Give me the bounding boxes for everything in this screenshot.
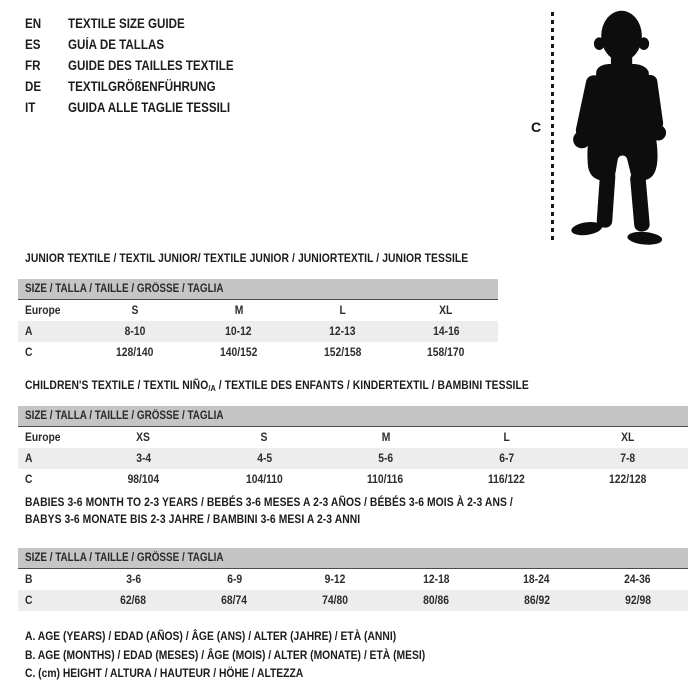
cell: 140/152 [219,345,258,359]
children-size-table [18,406,688,490]
cell: 12-13 [329,324,356,338]
language-label: GUIDA ALLE TAGLIE TESSILI [68,100,231,115]
footnote-a: A. AGE (YEARS) / EDAD (AÑOS) / ÂGE (ANS) / ALTER (JAHRE) / ETÀ (ANNI) [25,629,397,643]
cell: 5-6 [378,451,393,465]
cell: 98/104 [127,472,160,486]
language-list [25,13,261,118]
cell: 3-4 [136,451,151,465]
cell: XL [620,430,635,444]
section-title: BABIES 3-6 MONTH TO 2-3 YEARS / BEBÉS 3-6 MESES A 2-3 AÑOS / BÉBÉS 3-6 MOIS À 2-3 ANS / BABYS 3-6 MONATE BIS 2-3 JAHRE / BAMBINI 3-6 MESI A 2-3 ANNI [25,495,513,526]
toddler-silhouette-icon [559,5,686,252]
size-table-header: SIZE / TALLA / TAILLE / GRÖSSE / TAGLIA [18,548,688,569]
title-subscript: /A [208,383,216,393]
cell: 116/122 [488,472,525,486]
section-title: CHILDREN'S TEXTILE / TEXTIL $NIÑO_{/A}$ / TEXTILE DES ENFANTS / KINDERTEXTIL / BAMBINI TESSILE [25,378,529,393]
table-row-age-months [18,569,688,590]
language-code: IT [25,100,36,115]
babies-size-table [18,548,688,611]
row-label: B [25,572,33,586]
cell: 80/86 [422,593,449,607]
language-label: TEXTILGRÖßENFÜHRUNG [68,79,216,94]
cell: 12-18 [422,572,450,586]
language-row-es [25,34,261,55]
cell: 6-7 [499,451,514,465]
section-childrens-textile [18,377,688,490]
cell: 62/68 [120,593,147,607]
cell: 128/140 [116,345,154,359]
cell: XL [439,303,453,317]
row-label: C [25,472,33,486]
table-row-height [18,469,688,490]
footnotes [25,627,490,683]
cell: 14-16 [432,324,460,338]
language-code: FR [25,58,41,73]
cell: 4-5 [257,451,272,465]
language-row-en [25,13,261,34]
table-row-age [18,448,688,469]
section-title: JUNIOR TEXTILE / TEXTIL JUNIOR/ TEXTILE JUNIOR / JUNIORTEXTIL / JUNIOR TESSILE [25,251,469,265]
cell: 122/128 [608,472,647,486]
table-row-height [18,342,498,363]
cell: 7-8 [620,451,635,465]
language-code: ES [25,37,41,52]
cell: S [261,430,268,444]
language-code: DE [25,79,42,94]
row-label: C [25,593,33,607]
language-row-fr [25,55,261,76]
cell: M [381,430,390,444]
table-row-europe [18,300,498,321]
row-label: A [25,324,33,338]
table-row-europe [18,427,688,448]
size-table-header: SIZE / TALLA / TAILLE / GRÖSSE / TAGLIA [18,406,688,427]
row-label: C [25,345,33,359]
cell: 18-24 [523,572,550,586]
cell: 9-12 [324,572,346,586]
cell: L [339,303,346,317]
cell: M [234,303,243,317]
language-label: GUÍA DE TALLAS [68,37,165,52]
row-label: A [25,451,33,465]
cell: 8-10 [124,324,146,338]
cell: 152/158 [323,345,362,359]
cell: 74/80 [322,593,348,607]
language-label: GUIDE DES TAILLES TEXTILE [68,58,234,73]
cell: 110/116 [367,472,404,486]
footnote-c: C. (cm) HEIGHT / ALTURA / HAUTEUR / HÖHE / ALTEZZA [25,666,304,680]
table-row-age [18,321,498,342]
language-row-de [25,76,261,97]
section-junior-textile [18,250,498,363]
language-label: TEXTILE SIZE GUIDE [68,16,185,31]
cell: 158/170 [427,345,465,359]
row-label: Europe [25,430,61,444]
footnote-b: B. AGE (MONTHS) / EDAD (MESES) / ÂGE (MOIS) / ALTER (MONATE) / ETÀ (MESI) [25,647,426,662]
measure-label-c: C [531,119,542,135]
cell: 10-12 [225,324,252,338]
cell: S [131,303,139,317]
cell: XS [136,430,151,444]
table-row-height [18,590,688,611]
cell: 92/98 [624,593,651,607]
cell: 24-36 [624,572,651,586]
cell: 104/110 [246,472,283,486]
cell: L [503,430,510,444]
cell: 3-6 [125,572,141,586]
cell: 68/74 [221,593,248,607]
junior-size-table [18,279,498,363]
row-label: Europe [25,303,61,317]
section-babies-textile [18,494,688,611]
cell: 86/92 [523,593,550,607]
language-row-it [25,97,261,118]
size-table-header: SIZE / TALLA / TAILLE / GRÖSSE / TAGLIA [18,279,498,300]
cell: 6-9 [226,572,242,586]
height-measure-dashed-line [551,12,554,243]
language-code: EN [25,16,42,31]
